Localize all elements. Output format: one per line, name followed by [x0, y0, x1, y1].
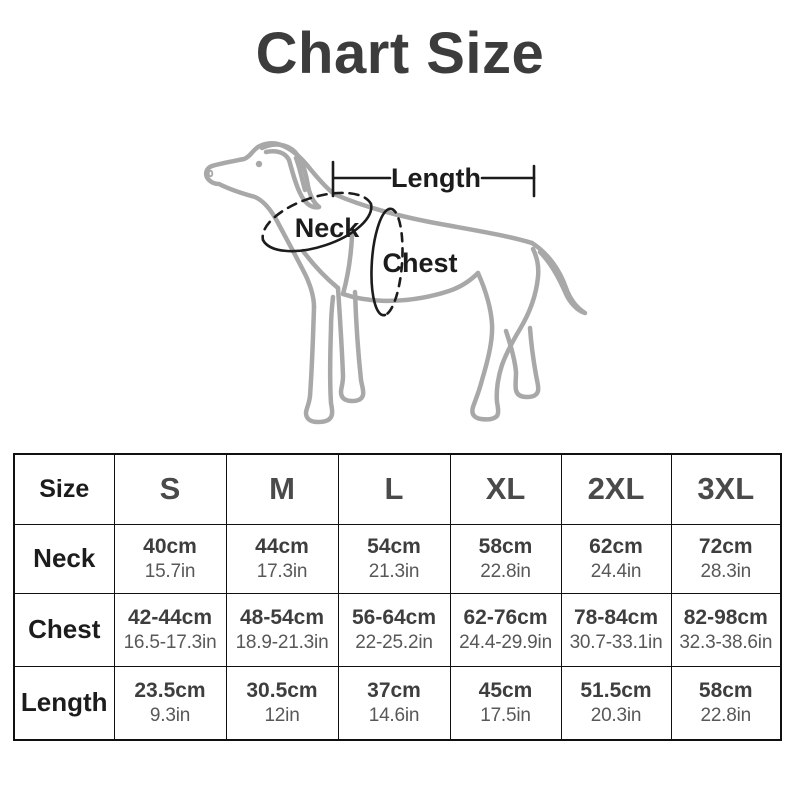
length-label: Length: [391, 163, 481, 193]
cm-value: 23.5cm: [134, 679, 206, 703]
row-label-neck: Neck: [14, 524, 114, 593]
in-value: 14.6in: [368, 704, 420, 726]
cm-value: 48-54cm: [239, 606, 325, 630]
cm-value: 37cm: [367, 679, 421, 703]
neck-s-cell: [114, 524, 226, 593]
length-m-cell: [226, 666, 338, 740]
column-header-l: L: [338, 454, 450, 524]
cm-value: 44cm: [255, 535, 309, 559]
cm-value: 30.5cm: [246, 679, 318, 703]
in-value: 12in: [264, 704, 300, 726]
cm-value: 82-98cm: [683, 606, 768, 630]
chest-3xl-cell: [671, 593, 781, 666]
column-header-s: S: [114, 454, 226, 524]
in-value: 20.3in: [590, 704, 642, 726]
chest-l-cell: [338, 593, 450, 666]
in-value: 22.8in: [480, 560, 531, 582]
cm-value: 62cm: [589, 535, 643, 559]
in-value: 15.7in: [144, 560, 196, 582]
row-label-chest: Chest: [14, 593, 114, 666]
neck-l-cell: [338, 524, 450, 593]
size-table: [13, 453, 782, 741]
in-value: 28.3in: [700, 560, 752, 582]
in-value: 9.3in: [149, 704, 191, 726]
chest-2xl-cell: [561, 593, 671, 666]
in-value: 22-25.2in: [355, 631, 433, 653]
length-2xl-cell: [561, 666, 671, 740]
cm-value: 42-44cm: [127, 606, 213, 630]
page-title: Chart Size: [255, 21, 545, 86]
table-row-length: [14, 666, 781, 740]
column-header-2xl: 2XL: [561, 454, 671, 524]
neck-label: Neck: [294, 213, 360, 243]
in-value: 24.4-29.9in: [459, 631, 552, 653]
table-row-neck: [14, 524, 781, 593]
chest-xl-cell: [450, 593, 561, 666]
column-header-m: M: [226, 454, 338, 524]
neck-xl-cell: [450, 524, 561, 593]
neck-3xl-cell: [671, 524, 781, 593]
in-value: 30.7-33.1in: [569, 631, 663, 653]
cm-value: 45cm: [478, 679, 533, 703]
chest-s-cell: [114, 593, 226, 666]
length-xl-cell: [450, 666, 561, 740]
cm-value: 51.5cm: [580, 679, 652, 703]
cm-value: 62-76cm: [463, 606, 548, 630]
in-value: 16.5-17.3in: [123, 631, 217, 653]
dog-nostril: [209, 171, 213, 177]
dog-hind-far-leg-path: [506, 328, 538, 397]
length-3xl-cell: [671, 666, 781, 740]
row-label-length: Length: [14, 666, 114, 740]
column-header-3xl: 3XL: [671, 454, 781, 524]
dog-armpit-line-path: [343, 236, 352, 294]
column-header-xl: XL: [450, 454, 561, 524]
cm-value: 40cm: [143, 535, 197, 559]
dog-front-far-leg-path: [338, 288, 363, 401]
cm-value: 58cm: [698, 679, 753, 703]
column-header-size: Size: [14, 454, 114, 524]
in-value: 22.8in: [700, 704, 752, 726]
neck-2xl-cell: [561, 524, 671, 593]
cm-value: 58cm: [478, 535, 533, 559]
in-value: 18.9-21.3in: [235, 631, 329, 653]
cm-value: 54cm: [367, 535, 421, 559]
cm-value: 72cm: [698, 535, 753, 559]
in-value: 21.3in: [368, 560, 420, 582]
length-s-cell: [114, 666, 226, 740]
dog-eye: [256, 161, 262, 167]
cm-value: 78-84cm: [573, 606, 659, 630]
chest-label: Chest: [382, 248, 458, 278]
in-value: 17.5in: [480, 704, 531, 726]
table-header-row: [14, 454, 781, 524]
cm-value: 56-64cm: [351, 606, 437, 630]
length-l-cell: [338, 666, 450, 740]
neck-m-cell: [226, 524, 338, 593]
in-value: 32.3-38.6in: [679, 631, 773, 653]
in-value: 17.3in: [256, 560, 308, 582]
chest-m-cell: [226, 593, 338, 666]
in-value: 24.4in: [590, 560, 642, 582]
dog-front-near-leg-path: [306, 297, 333, 422]
dog-head-back-path: [212, 143, 532, 243]
table-row-chest: [14, 593, 781, 666]
